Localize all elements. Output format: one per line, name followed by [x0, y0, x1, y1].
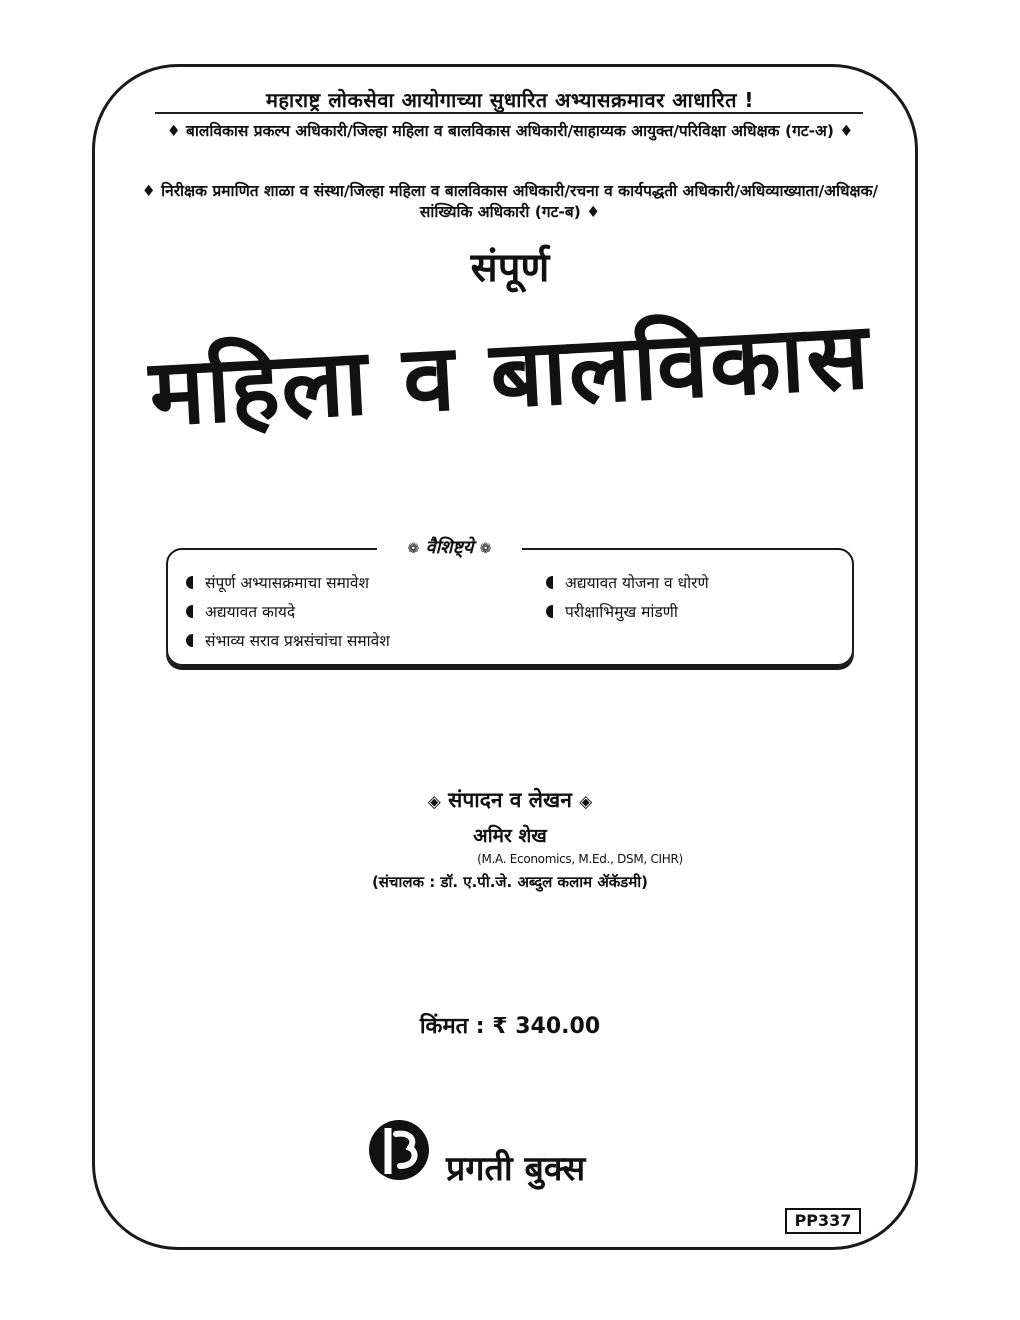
publisher-name: प्रगती बुक्स: [446, 1149, 586, 1189]
half-circle-bullet-icon: [186, 634, 193, 647]
flower-ornament-icon: ❁: [479, 541, 492, 557]
half-circle-bullet-icon: [546, 605, 553, 618]
editing-heading-text: संपादन व लेखन: [448, 788, 572, 812]
feature-text: अद्ययावत कायदे: [205, 603, 296, 621]
feature-text: संपूर्ण अभ्यासक्रमाचा समावेश: [205, 574, 370, 592]
author-name: अमिर शेख: [473, 825, 547, 847]
half-circle-bullet-icon: [546, 576, 553, 589]
syllabus-heading: महाराष्ट्र लोकसेवा आयोगाच्या सुधारित अभ्यासक्रमावर आधारित !: [265, 88, 755, 112]
feature-text: परीक्षाभिमुख मांडणी: [565, 603, 678, 621]
price-value: ₹ 340.00: [492, 1014, 601, 1039]
half-circle-bullet-icon: [186, 576, 193, 589]
author-affiliation: (संचालक : डॉ. ए.पी.जे. अब्दुल कलाम ॲकॅडमी): [371, 873, 649, 891]
feature-item: [546, 571, 709, 593]
feature-text: संभाव्य सराव प्रश्नसंचांचा समावेश: [205, 632, 390, 650]
subtitle: संपूर्ण: [470, 245, 550, 291]
diamond-ornament-icon: ◈: [579, 792, 593, 812]
features-label: [377, 535, 522, 559]
author-qualifications: (M.A. Economics, M.Ed., DSM, CIHR): [477, 852, 683, 866]
feature-item: [186, 571, 369, 593]
posts-group-a: ♦ बालविकास प्रकल्प अधिकारी/जिल्हा महिला व बालविकास अधिकारी/साहाय्यक आयुक्त/परिविक्षा अधिक्षक (गट-अ) ♦: [166, 122, 854, 140]
price: [360, 1010, 660, 1040]
diamond-ornament-icon: ◈: [427, 792, 441, 812]
publisher-logo-icon: [366, 1112, 432, 1188]
half-circle-bullet-icon: [186, 605, 193, 618]
feature-item: [186, 629, 390, 651]
heading-divider: [155, 112, 863, 114]
flower-ornament-icon: ❁: [407, 541, 420, 557]
posts-group-b: ♦ निरीक्षक प्रमाणित शाळा व संस्था/जिल्हा महिला व बालविकास अधिकारी/रचना व कार्यपद्धती अधिकारी/अधिव्याख्याता/अधिक्षक/सांख्यिकि अधिकारी (गट-ब) ♦: [141, 182, 879, 221]
product-code: PP337: [785, 1208, 861, 1234]
feature-text: अद्ययावत योजना व धोरणे: [565, 574, 709, 592]
feature-item: [546, 600, 678, 622]
price-label: किंमत :: [419, 1014, 485, 1039]
editing-heading: [380, 786, 640, 814]
features-label-text: वैशिष्ट्ये: [425, 537, 474, 558]
feature-item: [186, 600, 295, 622]
book-title: महिला व बालविकास: [146, 302, 874, 447]
